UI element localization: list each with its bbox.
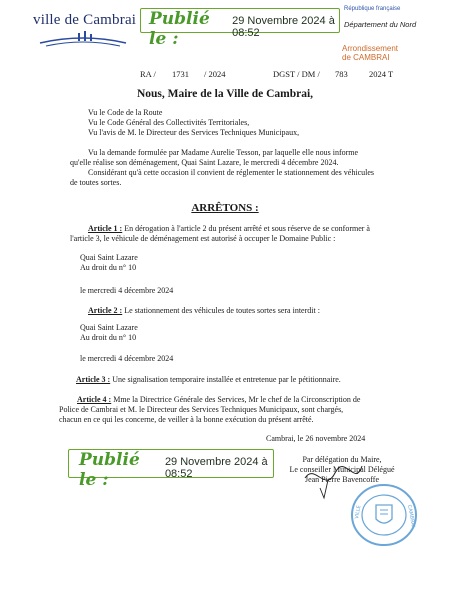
official-seal-icon [349, 483, 419, 547]
ref-ra: RA / [140, 69, 156, 79]
svg-text:VILLE: VILLE [354, 504, 363, 520]
article-1-place: Quai Saint Lazare [80, 253, 138, 262]
article-1-text: En dérogation à l'article 2 du présent arrêté et sous réserve de se conformer à [122, 224, 370, 233]
city-logo-graphic [38, 31, 128, 47]
article-3-label: Article 3 : [76, 375, 111, 384]
article-3-text: Une signalisation temporaire installée et entretenue par le pétitionnaire. [110, 375, 341, 384]
ref-ra-number: 1731 [172, 69, 189, 79]
signature-title: Le conseiller Municipal Délégué [289, 465, 395, 474]
stamp-date: 29 Novembre 2024 à 08:52 [232, 15, 335, 39]
article-4-label: Article 4 : [77, 395, 112, 404]
demande-line: Vu la demande formulée par Madame Aurelie Tesson, par laquelle elle nous informe [88, 148, 359, 157]
article-1-date: le mercredi 4 décembre 2024 [80, 286, 174, 295]
vu-line: Vu le Code Général des Collectivités Territoriales, [88, 118, 250, 127]
article-4-text-3: chacun en ce qui les concerne, de veiller à la bonne exécution du présent arrêté. [59, 415, 314, 424]
departement-label: Département du Nord [344, 20, 417, 29]
page-title: Nous, Maire de la Ville de Cambrai, [136, 88, 314, 100]
publication-stamp-top [140, 8, 340, 49]
publication-stamp-bottom [68, 449, 274, 490]
signature-delegation: Par délégation du Maire, [302, 455, 382, 464]
article-4-text: Mme la Directrice Générale des Services, Mr le chef de la Circonscription de [111, 395, 361, 404]
article-1-location [80, 253, 138, 273]
signature-name: Jean Pierre Bavencoffe [304, 475, 380, 484]
arrondissement-line2: de CAMBRAI [342, 53, 390, 62]
article-2-location [80, 323, 138, 343]
vu-line: Vu l'avis de M. le Directeur des Services Techniques Municipaux, [88, 128, 300, 137]
svg-text:CAMBRAI: CAMBRAI [406, 504, 416, 528]
article-1-text-2: l'article 3, le véhicule de déménagement est autorisé à occuper le Domaine Public : [70, 234, 336, 243]
article-2-number: Au droit du n° 10 [80, 333, 137, 342]
article-2-date: le mercredi 4 décembre 2024 [80, 354, 174, 363]
article-2-label: Article 2 : [88, 306, 123, 315]
demande-paragraph [70, 148, 374, 188]
ref-t: 2024 T [369, 69, 394, 79]
arretons-heading: ARRÊTONS : [191, 202, 259, 214]
article-2-text: Le stationnement des véhicules de toutes sortes sera interdit : [122, 306, 320, 315]
republique-label: République française [344, 6, 401, 12]
demande-line: qu'elle réalise son déménagement, Quai Saint Lazare, le mercredi 4 décembre 2024. [70, 158, 339, 167]
vu-line: Vu le Code de la Route [88, 108, 163, 117]
ref-dm-number: 783 [335, 69, 348, 79]
article-4 [59, 395, 360, 425]
vu-list [88, 108, 299, 138]
arrondissement-line1: Arrondissement [342, 44, 399, 53]
stamp-date: 29 Novembre 2024 à 08:52 [164, 456, 268, 480]
article-2 [88, 306, 320, 316]
article-2-place: Quai Saint Lazare [80, 323, 138, 332]
considerant-line: de toutes sortes. [70, 178, 122, 187]
city-logo-text: ville de Cambrai [33, 12, 137, 28]
article-3 [76, 375, 341, 385]
article-1-number: Au droit du n° 10 [80, 263, 137, 272]
article-4-text-2: Police de Cambrai et M. le Directeur des Services Techniques Municipaux, sont chargés, [59, 405, 344, 414]
stamp-label: Publié le : [149, 9, 210, 49]
considerant-line: Considérant qu'à cette occasion il convient de réglementer le stationnement des véhicules [88, 168, 375, 177]
ref-dgst: DGST / DM / [273, 69, 320, 79]
signature-place-date: Cambrai, le 26 novembre 2024 [266, 434, 366, 443]
article-1-label: Article 1 : [88, 224, 123, 233]
stamp-label: Publié le : [79, 450, 140, 490]
article-1 [70, 224, 370, 244]
ref-year: / 2024 [204, 69, 226, 79]
arrondissement-label [342, 44, 398, 62]
